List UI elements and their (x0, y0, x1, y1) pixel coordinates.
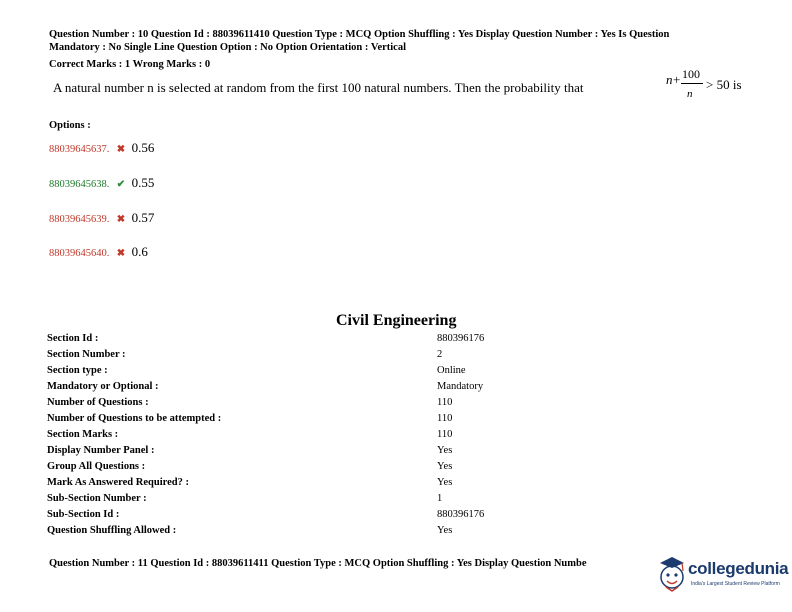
table-row (47, 445, 547, 461)
option-id: 88039645637. (49, 144, 110, 155)
row-value: 110 (437, 429, 453, 440)
fraction-bar (681, 83, 703, 84)
option-3 (49, 210, 154, 226)
row-key: Section type : (47, 365, 108, 376)
table-row (47, 397, 547, 413)
row-key: Sub-Section Number : (47, 493, 147, 504)
logo-tagline: India's Largest Student Review Platform (691, 581, 780, 587)
option-4 (49, 244, 148, 260)
table-row (47, 349, 547, 365)
table-row (47, 477, 547, 493)
row-key: Group All Questions : (47, 461, 146, 472)
check-mark-icon: ✔ (116, 179, 126, 190)
table-row (47, 525, 547, 541)
option-id: 88039645638. (49, 179, 110, 190)
row-key: Section Marks : (47, 429, 119, 440)
section-title: Civil Engineering (336, 312, 457, 329)
next-question-header: Question Number : 11 Question Id : 88039611411 Question Type : MCQ Option Shuffling : Yes Display Question Numbe (49, 558, 587, 569)
row-key: Question Shuffling Allowed : (47, 525, 177, 536)
option-value: 0.57 (131, 210, 155, 225)
row-value: 880396176 (437, 333, 485, 344)
question-text: A natural number n is selected at random from the first 100 natural numbers. Then the probability that (53, 80, 584, 95)
row-value: 110 (437, 397, 453, 408)
table-row (47, 493, 547, 509)
option-2 (49, 175, 154, 191)
table-row (47, 413, 547, 429)
row-key: Section Number : (47, 349, 126, 360)
option-1 (49, 140, 154, 156)
row-key: Display Number Panel : (47, 445, 155, 456)
table-row (47, 333, 547, 349)
section-info-table (47, 333, 547, 541)
wrong-mark-icon: ✖ (116, 214, 126, 225)
graduate-mascot-icon (657, 553, 687, 593)
row-value: 2 (437, 349, 443, 360)
expr-plus: + (673, 72, 681, 87)
row-key: Number of Questions : (47, 397, 149, 408)
option-value: 0.56 (131, 140, 155, 155)
question-header (49, 28, 749, 54)
table-row (47, 365, 547, 381)
table-row (47, 381, 547, 397)
row-key: Mark As Answered Required? : (47, 477, 189, 488)
row-key: Section Id : (47, 333, 99, 344)
expr-inequality: > 50 is (706, 77, 742, 92)
row-value: 1 (437, 493, 443, 504)
row-value: Yes (437, 461, 453, 472)
table-row (47, 461, 547, 477)
table-row (47, 509, 547, 525)
row-value: 110 (437, 413, 453, 424)
expr-variable: n (666, 72, 673, 87)
question-header-line-2: Mandatory : No Single Line Question Option : No Option Orientation : Vertical (49, 42, 407, 53)
wrong-mark-icon: ✖ (116, 144, 126, 155)
options-label: Options : (49, 120, 91, 131)
row-value: Yes (437, 445, 453, 456)
row-value: Online (437, 365, 466, 376)
collegedunia-logo (657, 551, 787, 601)
row-key: Mandatory or Optional : (47, 381, 159, 392)
row-value: 880396176 (437, 509, 485, 520)
question-header-line-1: Question Number : 10 Question Id : 88039611410 Question Type : MCQ Option Shuffling : Yes Display Question Number : Yes Is Question (49, 29, 670, 40)
option-id: 88039645639. (49, 214, 110, 225)
wrong-mark-icon: ✖ (116, 248, 126, 259)
row-key: Sub-Section Id : (47, 509, 120, 520)
logo-wordmark: collegedunia (688, 559, 789, 578)
row-value: Yes (437, 477, 453, 488)
marks-info: Correct Marks : 1 Wrong Marks : 0 (49, 59, 211, 70)
option-value: 0.55 (131, 175, 155, 190)
option-value: 0.6 (131, 244, 148, 259)
expr-numerator: 100 (682, 67, 700, 81)
option-id: 88039645640. (49, 248, 110, 259)
row-value: Yes (437, 525, 453, 536)
row-value: Mandatory (437, 381, 484, 392)
row-key: Number of Questions to be attempted : (47, 413, 222, 424)
expr-denominator: n (687, 88, 693, 100)
table-row (47, 429, 547, 445)
